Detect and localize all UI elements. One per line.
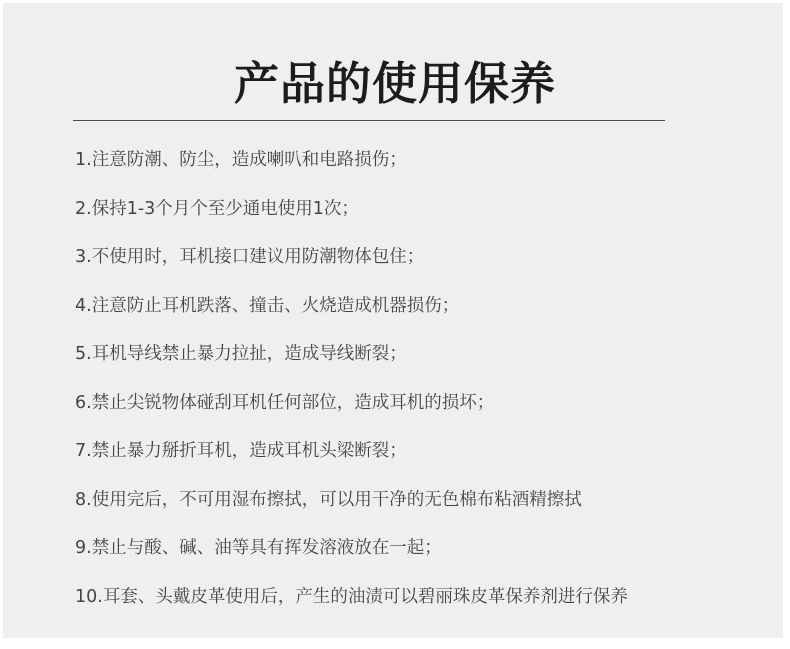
list-item: 9.禁止与酸、碱、油等具有挥发溶液放在一起； bbox=[75, 538, 442, 558]
list-item: 8.使用完后，不可用湿布擦拭，可以用干净的无色棉布粘酒精擦拭 bbox=[75, 489, 582, 510]
title-divider bbox=[73, 120, 665, 121]
list-item: 5.耳机导线禁止暴力拉扯，造成导线断裂； bbox=[75, 344, 407, 364]
care-instructions-list bbox=[75, 140, 628, 625]
list-item: 3.不使用时，耳机接口建议用防潮物体包住； bbox=[75, 247, 425, 267]
list-item: 10.耳套、头戴皮革使用后，产生的油渍可以碧丽珠皮革保养剂进行保养 bbox=[75, 586, 628, 607]
page-title: 产品的使用保养 bbox=[233, 57, 556, 110]
list-item: 4.注意防止耳机跌落、撞击、火烧造成机器损伤； bbox=[75, 295, 460, 316]
list-item: 2.保持1-3个月个至少通电使用1次； bbox=[75, 198, 359, 219]
list-item: 6.禁止尖锐物体碰刮耳机任何部位，造成耳机的损坏； bbox=[75, 392, 495, 413]
list-item: 7.禁止暴力掰折耳机，造成耳机头梁断裂； bbox=[75, 441, 407, 461]
list-item: 1.注意防潮、防尘，造成喇叭和电路损伤； bbox=[75, 150, 407, 170]
